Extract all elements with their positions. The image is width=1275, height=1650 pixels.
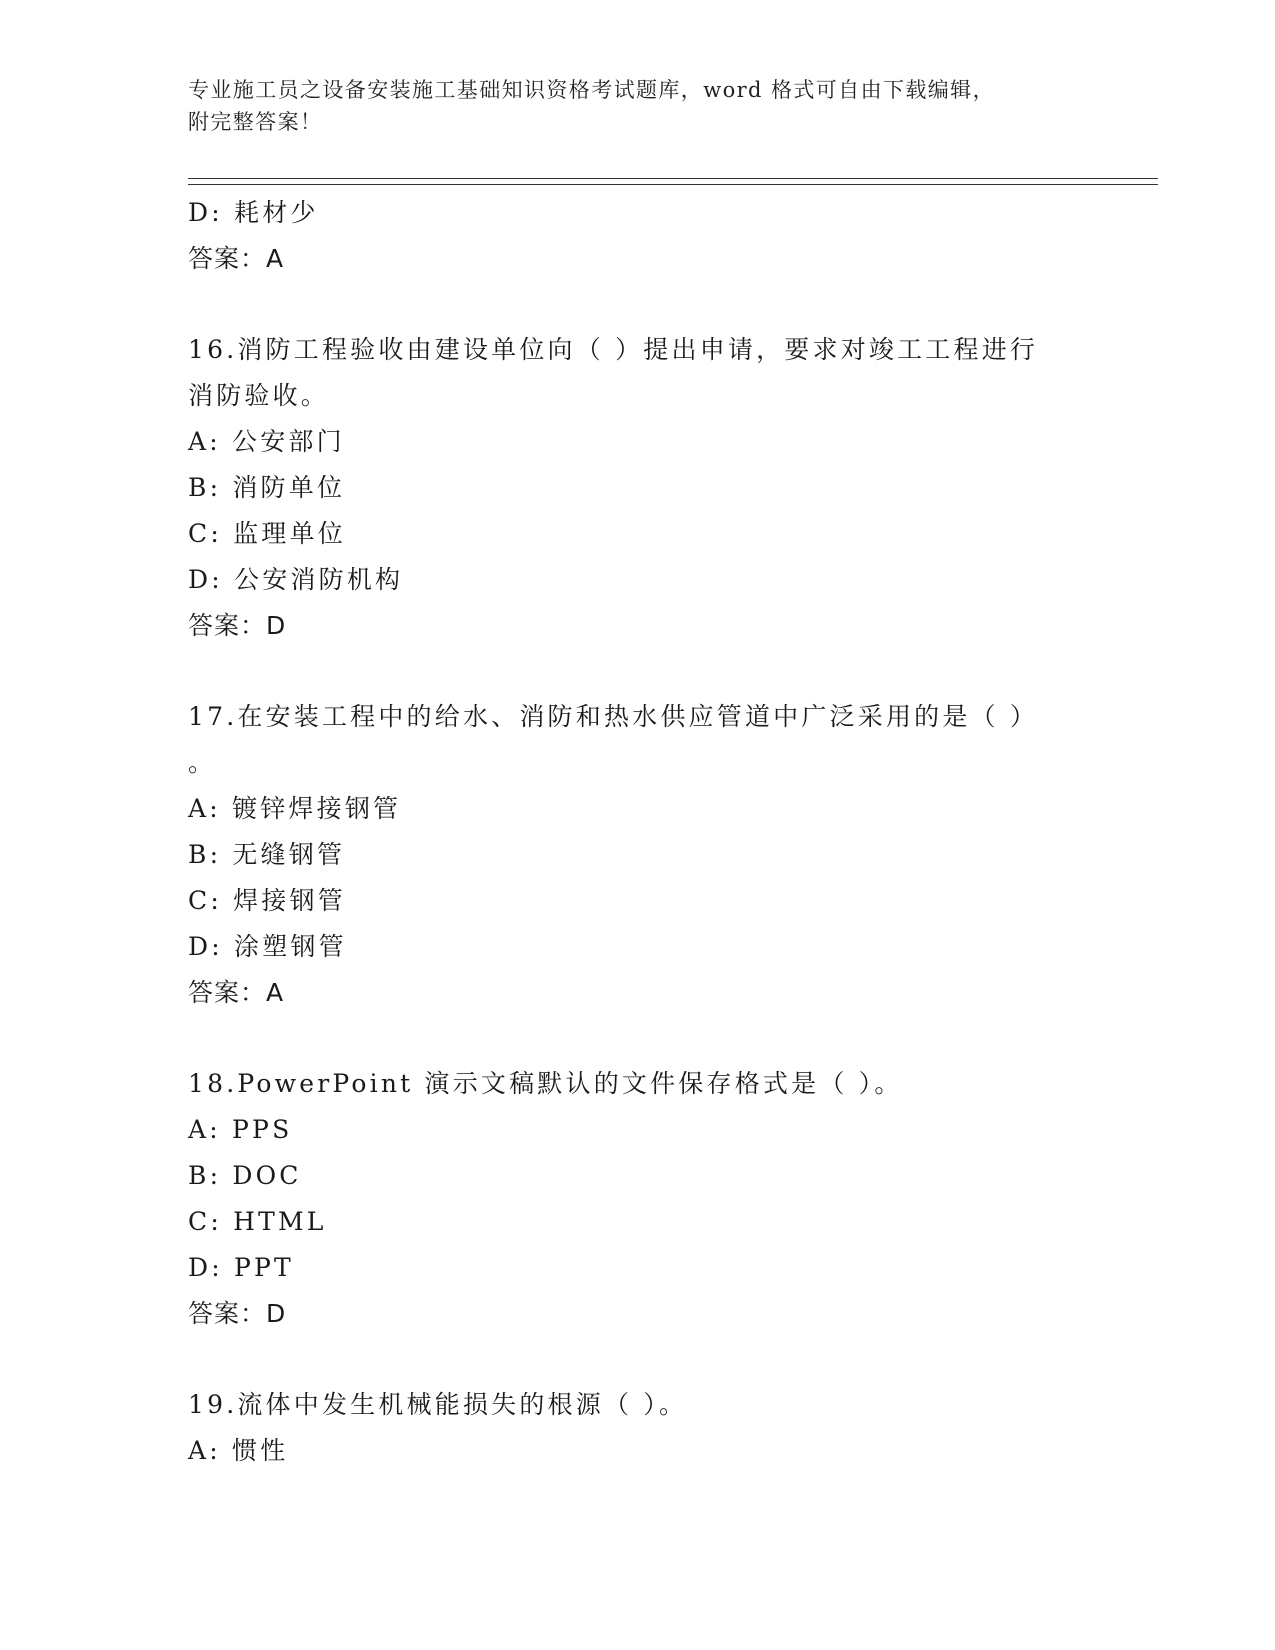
header-rule-top xyxy=(188,178,1158,179)
option-a: A: PPS xyxy=(188,1115,293,1144)
option-b: B: 无缝钢管 xyxy=(188,840,346,869)
option-a: A: 惯性 xyxy=(188,1436,289,1465)
spacer xyxy=(188,1016,1088,1061)
spacer xyxy=(188,282,1088,327)
spacer xyxy=(188,1337,1088,1382)
question-16-text-line-1: 16.消防工程验收由建设单位向（ ）提出申请，要求对竣工工程进行 xyxy=(188,335,1039,364)
option-d: D: 涂塑钢管 xyxy=(188,932,347,961)
option-c: C: 监理单位 xyxy=(188,519,346,548)
question-18-text: 18.PowerPoint 演示文稿默认的文件保存格式是（ ）。 xyxy=(188,1069,903,1098)
answer-line: 答案：A xyxy=(188,978,285,1007)
answer-line: 答案：A xyxy=(188,244,285,273)
header-line-2: 附完整答案！ xyxy=(188,110,323,134)
option-d: D: 耗材少 xyxy=(188,198,319,227)
header-rule-bottom xyxy=(188,184,1158,185)
option-b: B: DOC xyxy=(188,1161,302,1190)
question-content xyxy=(188,190,1088,1474)
page-header xyxy=(188,74,1088,138)
answer-line: 答案：D xyxy=(188,611,287,640)
question-16-text-line-2: 消防验收。 xyxy=(188,381,330,410)
option-d: D: PPT xyxy=(188,1253,294,1282)
spacer xyxy=(188,649,1088,694)
answer-line: 答案：D xyxy=(188,1299,287,1328)
option-d: D: 公安消防机构 xyxy=(188,565,404,594)
option-c: C: HTML xyxy=(188,1207,327,1236)
option-b: B: 消防单位 xyxy=(188,473,346,502)
option-a: A: 公安部门 xyxy=(188,427,345,456)
question-17-text-line-1: 17.在安装工程中的给水、消防和热水供应管道中广泛采用的是（ ） xyxy=(188,702,1039,731)
question-17-text-line-2: 。 xyxy=(188,748,217,777)
question-19-text: 19.流体中发生机械能损失的根源（ ）。 xyxy=(188,1390,688,1419)
header-line-1: 专业施工员之设备安装施工基础知识资格考试题库，word 格式可自由下载编辑， xyxy=(188,78,995,102)
option-a: A: 镀锌焊接钢管 xyxy=(188,794,402,823)
option-c: C: 焊接钢管 xyxy=(188,886,346,915)
